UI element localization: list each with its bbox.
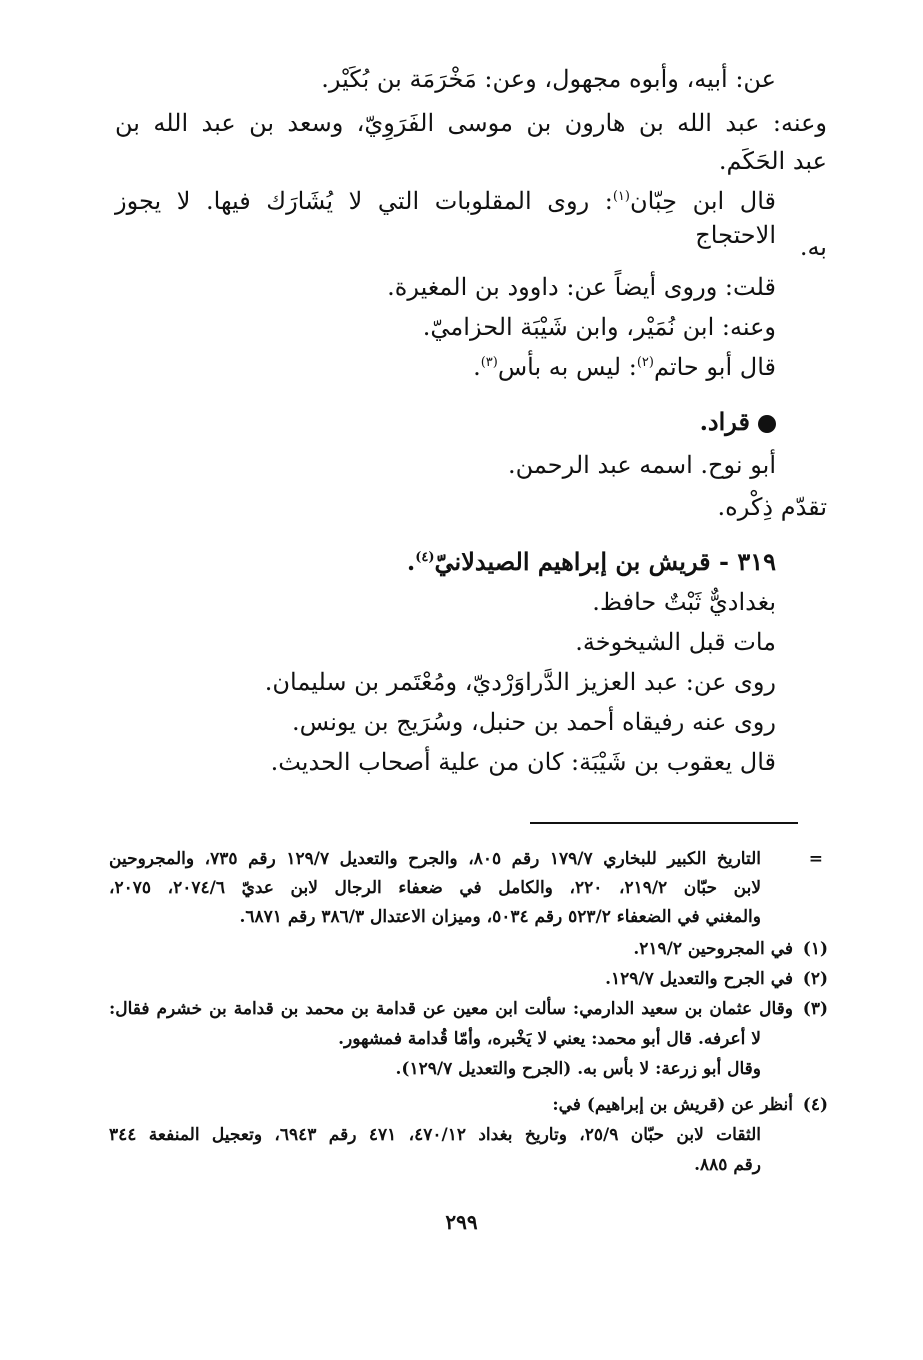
text-line-11: تقدّم ذِكْره. xyxy=(717,493,827,521)
footnote-4-number: (٤) xyxy=(802,1095,828,1115)
footnote-ref-3: (٣) xyxy=(480,355,498,370)
footnote-cont-line-3: والمغني في الضعفاء ٥٢٣/٢ رقم ٥٠٣٤، وميزان الاعتدال ٣٨٦/٣ رقم ٦٨٧١. xyxy=(239,907,761,927)
footnote-ref-4: (٤) xyxy=(415,550,435,565)
footnote-2-text: في الجرح والتعديل ١٢٩/٧. xyxy=(605,969,793,989)
text-line-3: عبد الحَكَم. xyxy=(718,147,827,175)
entry-heading-qurad xyxy=(700,405,776,439)
footnote-cont-line-1: التاريخ الكبير للبخاري ١٧٩/٧ رقم ٨٠٥، والجرح والتعديل ١٢٩/٧ رقم ٧٣٥، والمجروحين xyxy=(109,849,761,869)
entry-heading-319-end: . xyxy=(406,547,416,576)
entry-heading-qurad-text: قراد. xyxy=(699,407,750,436)
bullet-icon xyxy=(758,415,776,433)
footnote-ref-2: (٢) xyxy=(636,355,654,370)
footnote-cont-line-2: لابن حبّان ٢١٩/٢، ٢٢٠، والكامل في ضعفاء الرجال لابن عديّ ٢٠٧٤/٦، ٢٠٧٥، xyxy=(109,878,762,898)
footnote-3-line-2: لا أعرفه. قال أبو محمد: يعني لا يَخْبره، وأمّا قُدامة فمشهور. xyxy=(338,1029,761,1049)
footnote-continuation-marker: = xyxy=(808,849,823,869)
footnote-1-text: في المجروحين ٢١٩/٢. xyxy=(633,939,793,959)
text-line-14: مات قبل الشيخوخة. xyxy=(575,628,776,656)
footnote-ref-1: (١) xyxy=(612,189,630,204)
text-line-15: روى عن: عبد العزيز الدَّراوَرْديّ، ومُعْتَمر بن سليمان. xyxy=(264,668,776,696)
text-line-5: به. xyxy=(799,233,827,261)
text-line-17: قال يعقوب بن شَيْبَة: كان من علية أصحاب الحديث. xyxy=(270,748,776,776)
entry-heading-319 xyxy=(407,545,776,579)
footnote-3-line-1: وقال عثمان بن سعيد الدارمي: سألت ابن معين عن قدامة بن محمد بن قدامة بن خشرم فقال: xyxy=(109,999,793,1019)
text-line-10: أبو نوح. اسمه عبد الرحمن. xyxy=(508,451,776,479)
text-line-8-end: . xyxy=(473,353,481,381)
text-line-8-mid: : ليس به بأس xyxy=(497,353,637,381)
text-line-2: وعنه: عبد الله بن هارون بن موسى الفَرَوِيّ، وسعد بن عبد الله بن xyxy=(115,109,827,137)
footnote-3-line-3: وقال أبو زرعة: لا بأس به. (الجرح والتعديل ١٢٩/٧). xyxy=(395,1059,761,1079)
text-line-1: عن: أبيه، وأبوه مجهول، وعن: مَخْرَمَة بن بُكَيْر. xyxy=(321,65,776,93)
footnote-4-line-2: الثقات لابن حبّان ٢٥/٩، وتاريخ بغداد ٤٧٠/١٢، ٤٧١ رقم ٦٩٤٣، وتعجيل المنفعة ٣٤٤ xyxy=(109,1125,761,1145)
page-number: ٢٩٩ xyxy=(445,1210,478,1234)
text-line-8-prefix: قال أبو حاتم xyxy=(653,353,776,381)
footnote-1-number: (١) xyxy=(802,939,828,959)
text-line-16: روى عنه رفيقاه أحمد بن حنبل، وسُرَيج بن يونس. xyxy=(292,708,776,736)
footnote-separator xyxy=(530,822,798,824)
text-line-13: بغداديٌّ ثَبْتٌ حافظ. xyxy=(592,588,776,616)
text-line-7: وعنه: ابن نُمَيْر، وابن شَيْبَة الحزاميّ. xyxy=(422,313,776,341)
entry-heading-319-text: ٣١٩ - قريش بن إبراهيم الصيدلانيّ xyxy=(434,547,776,576)
text-line-4-suffix: : روى المقلوبات التي لا يُشَارَك فيها. لا يجوز الاحتجاج xyxy=(115,187,776,249)
footnote-2-number: (٢) xyxy=(802,969,828,989)
text-line-4 xyxy=(115,184,776,252)
text-line-6: قلت: وروى أيضاً عن: داوود بن المغيرة. xyxy=(387,273,776,301)
text-line-8 xyxy=(473,350,776,384)
footnote-4-line-1: أنظر عن (قريش بن إبراهيم) في: xyxy=(552,1095,793,1115)
footnote-3-number: (٣) xyxy=(802,999,828,1019)
text-line-4-prefix: قال ابن حِبّان xyxy=(629,187,776,215)
footnote-4-line-3: رقم ٨٨٥. xyxy=(694,1155,761,1175)
